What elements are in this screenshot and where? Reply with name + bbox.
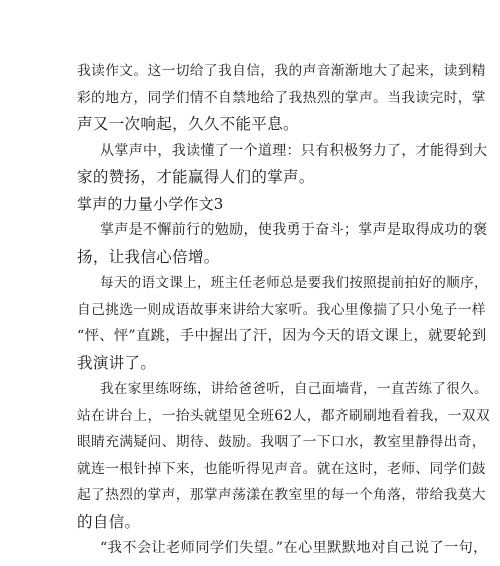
paragraph-line: 我演讲了。 — [77, 353, 157, 372]
paragraph-line: 就连一根针掉下来，也能听得见声音。就在这时，老师、同学们鼓 — [77, 460, 486, 477]
paragraph-line: 起了热烈的掌声，那掌声荡漾在教室里的每一个角落，带给我莫大 — [77, 487, 486, 503]
paragraph-line: 从掌声中，我读懂了一个道理：只有积极努力了，才能得到大 — [100, 142, 488, 159]
paragraph-line: 自己挑选一则成语故事来讲给大家听。我心里像揣了只小兔子一样 — [77, 301, 486, 318]
paragraph-line: 每天的语文课上，班主任老师总是要我们按照提前拍好的顺序， — [100, 275, 488, 291]
paragraph-line: 家的赞扬，才能赢得人们的掌声。 — [77, 168, 315, 186]
paragraph-line: 我读作文。这一切给了我自信，我的声音渐渐地大了起来，读到精 — [77, 63, 486, 79]
paragraph-line: 声又一次响起，久久不能平息。 — [77, 115, 299, 133]
paragraph-line: 扬，让我信心倍增。 — [77, 247, 220, 266]
paragraph-line: 站在讲台上，一抬头就望见全班62人，都齐刷刷地看着我，一双双 — [77, 407, 490, 424]
paragraph-line: “怦、怦”直跳，手中握出了汗，因为今天的语文课上，就要轮到 — [77, 328, 487, 344]
paragraph-line: 眼睛充满疑问、期待、鼓励。我咽了一下口水，教室里静得出奇， — [77, 434, 486, 450]
paragraph-line: “我不会让老师同学们失望。”在心里默默地对自己说了一句， — [100, 540, 488, 556]
section-heading: 掌声的力量小学作文3 — [77, 194, 224, 213]
paragraph-line: 我在家里练呀练，讲给爸爸听，自己面墙背，一直苦练了很久。 — [100, 381, 488, 397]
paragraph-line: 彩的地方，同学们情不自禁地给了我热烈的掌声。当我读完时，掌 — [77, 89, 486, 106]
paragraph-line: 掌声是不懈前行的勉励，使我勇于奋斗；掌声是取得成功的褒 — [100, 222, 488, 238]
paragraph-line: 的自信。 — [77, 512, 141, 531]
